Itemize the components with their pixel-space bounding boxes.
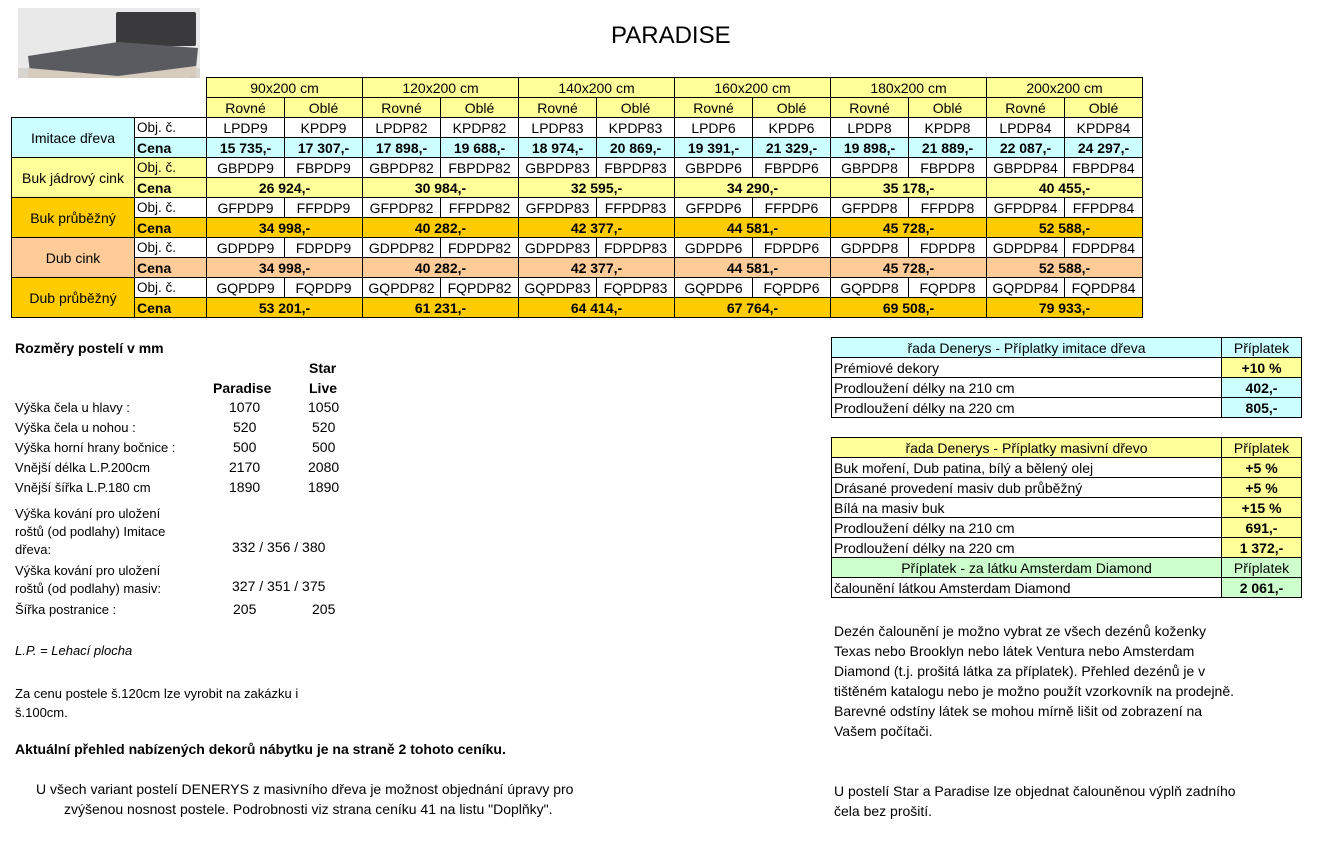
product-code: GQPDP9 [207, 278, 285, 298]
surcharge-imitace-header: řada Denerys - Příplatky imitace dřeva [832, 338, 1222, 358]
cena-label: Cena [135, 258, 207, 278]
price-cell: 15 735,- [207, 138, 285, 158]
surcharge-row-value: 402,- [1222, 378, 1302, 398]
note-120 [15, 684, 298, 722]
shape-rovne-header: Rovné [675, 98, 753, 118]
product-code: FBPDP83 [597, 158, 675, 178]
kovani-masiv-line: Výška kování pro uložení [15, 563, 161, 578]
product-code: GFPDP83 [519, 198, 597, 218]
shape-rovne-header: Rovné [363, 98, 441, 118]
product-code: GBPDP83 [519, 158, 597, 178]
kovani-masiv-value: 327 / 351 / 375 [232, 578, 326, 594]
cena-label: Cena [135, 138, 207, 158]
price-cell: 45 728,- [831, 258, 987, 278]
shape-oble-header: Oblé [909, 98, 987, 118]
surcharge-row-label: Bílá na masiv buk [832, 498, 1222, 518]
product-code: LPDP83 [519, 118, 597, 138]
product-code: GFPDP8 [831, 198, 909, 218]
star-note-line: U postelí Star a Paradise lze objednat čalouněnou výplň zadního [834, 783, 1236, 799]
product-code: FQPDP9 [285, 278, 363, 298]
product-code: GDPDP82 [363, 238, 441, 258]
product-code: FFPDP6 [753, 198, 831, 218]
kovani-imitace-value: 332 / 356 / 380 [232, 539, 326, 555]
product-code: FQPDP84 [1065, 278, 1143, 298]
dimension-label: Výška čela u nohou : [15, 420, 136, 435]
dimension-value-star: 520 [312, 419, 336, 435]
product-code: GDPDP83 [519, 238, 597, 258]
cena-label: Cena [135, 178, 207, 198]
price-cell: 21 889,- [909, 138, 987, 158]
postranice-star: 205 [312, 601, 336, 617]
product-code: GQPDP8 [831, 278, 909, 298]
price-cell: 20 869,- [597, 138, 675, 158]
price-cell: 24 297,- [1065, 138, 1143, 158]
surcharge-imitace-table [831, 337, 1302, 418]
star-note-line: čela bez prošití. [834, 803, 933, 819]
dimension-value-paradise: 1070 [229, 399, 261, 415]
product-code: GFPDP6 [675, 198, 753, 218]
product-code: FQPDP8 [909, 278, 987, 298]
price-cell: 40 455,- [987, 178, 1143, 198]
product-code: GBPDP6 [675, 158, 753, 178]
cena-label: Cena [135, 218, 207, 238]
price-cell: 34 290,- [675, 178, 831, 198]
price-cell: 45 728,- [831, 218, 987, 238]
price-cell: 40 282,- [363, 258, 519, 278]
price-cell: 40 282,- [363, 218, 519, 238]
price-cell: 67 764,- [675, 298, 831, 318]
product-code: FDPDP8 [909, 238, 987, 258]
variant-label: Buk jádrový cink [12, 158, 135, 198]
price-table [11, 77, 1143, 318]
product-code: GQPDP83 [519, 278, 597, 298]
surcharge-masiv-header: řada Denerys - Příplatky masivní dřevo [832, 438, 1222, 458]
product-code: LPDP6 [675, 118, 753, 138]
obj-label: Obj. č. [135, 278, 207, 298]
price-cell: 52 588,- [987, 218, 1143, 238]
fabric-surcharge-col: Příplatek [1222, 558, 1302, 578]
product-code: FQPDP6 [753, 278, 831, 298]
product-code: GFPDP9 [207, 198, 285, 218]
price-cell: 42 377,- [519, 218, 675, 238]
dimension-value-paradise: 520 [233, 419, 257, 435]
dimensions-col-star: Star [309, 360, 337, 376]
product-code: GQPDP82 [363, 278, 441, 298]
kovani-imitace-line: dřeva: [15, 542, 52, 557]
shape-rovne-header: Rovné [987, 98, 1065, 118]
product-code: FFPDP83 [597, 198, 675, 218]
price-cell: 19 898,- [831, 138, 909, 158]
product-code: LPDP84 [987, 118, 1065, 138]
price-cell: 69 508,- [831, 298, 987, 318]
obj-label: Obj. č. [135, 198, 207, 218]
kovani-imitace-line: roštů (od podlahy) Imitace [15, 524, 166, 539]
product-code: KPDP8 [909, 118, 987, 138]
product-code: KPDP82 [441, 118, 519, 138]
product-code: FDPDP9 [285, 238, 363, 258]
surcharge-imitace-col: Příplatek [1222, 338, 1302, 358]
product-code: FBPDP84 [1065, 158, 1143, 178]
size-header: 140x200 cm [519, 78, 675, 98]
product-code: FQPDP82 [441, 278, 519, 298]
fabric-surcharge-header: Příplatek - za látku Amsterdam Diamond [832, 558, 1222, 578]
price-cell: 44 581,- [675, 218, 831, 238]
fabric-row-label: čalounění látkou Amsterdam Diamond [832, 578, 1222, 598]
corner-blank [12, 98, 207, 118]
price-cell: 30 984,- [363, 178, 519, 198]
product-code: FFPDP84 [1065, 198, 1143, 218]
kovani-masiv-line: roštů (od podlahy) masiv: [15, 581, 161, 596]
price-cell: 26 924,- [207, 178, 363, 198]
fabric-row-value: 2 061,- [1222, 578, 1302, 598]
surcharge-row-label: Prodloužení délky na 220 cm [832, 538, 1222, 558]
product-code: FDPDP83 [597, 238, 675, 258]
product-code: FBPDP6 [753, 158, 831, 178]
obj-label: Obj. č. [135, 118, 207, 138]
dimension-label: Vnější délka L.P.200cm [15, 460, 150, 475]
price-cell: 61 231,- [363, 298, 519, 318]
dimension-value-paradise: 2170 [229, 459, 261, 475]
product-code: FDPDP84 [1065, 238, 1143, 258]
note-120-line: Za cenu postele š.120cm lze vyrobit na zakázku i [15, 686, 299, 701]
fabric-note-line: Diamond (t.j. prošitá látka za příplatek). Přehled dezénů je v [834, 663, 1206, 679]
star-note [834, 781, 1236, 821]
dimension-label: Vnější šířka L.P.180 cm [15, 480, 151, 495]
size-header: 90x200 cm [207, 78, 363, 98]
surcharge-row-label: Prodloužení délky na 210 cm [832, 378, 1222, 398]
product-code: FBPDP9 [285, 158, 363, 178]
postranice-paradise: 205 [233, 601, 257, 617]
kovani-imitace-label [15, 505, 165, 559]
surcharge-row-label: Prodloužení délky na 220 cm [832, 398, 1222, 418]
product-code: KPDP9 [285, 118, 363, 138]
price-cell: 32 595,- [519, 178, 675, 198]
fabric-note [834, 621, 1234, 741]
size-header: 200x200 cm [987, 78, 1143, 98]
kovani-masiv-label [15, 562, 161, 598]
product-code: LPDP8 [831, 118, 909, 138]
product-code: GBPDP9 [207, 158, 285, 178]
dimension-label: Výška čela u hlavy : [15, 400, 130, 415]
surcharge-row-value: 1 372,- [1222, 538, 1302, 558]
surcharge-row-value: +5 % [1222, 478, 1302, 498]
surcharge-row-value: 691,- [1222, 518, 1302, 538]
dimension-label: Výška horní hrany bočnice : [15, 440, 176, 455]
product-code: FFPDP9 [285, 198, 363, 218]
dimensions-col-paradise: Paradise [213, 380, 272, 396]
price-cell: 44 581,- [675, 258, 831, 278]
variant-label: Imitace dřeva [12, 118, 135, 158]
page-title: PARADISE [611, 22, 731, 49]
price-cell: 17 898,- [363, 138, 441, 158]
product-code: GDPDP84 [987, 238, 1065, 258]
size-header: 180x200 cm [831, 78, 987, 98]
price-cell: 64 414,- [519, 298, 675, 318]
price-cell: 18 974,- [519, 138, 597, 158]
product-code: FDPDP6 [753, 238, 831, 258]
dimension-value-star: 1890 [308, 479, 340, 495]
fabric-note-line: Vašem počítači. [834, 723, 933, 739]
shape-rovne-header: Rovné [519, 98, 597, 118]
product-code: GQPDP84 [987, 278, 1065, 298]
dimension-value-star: 1050 [308, 399, 340, 415]
dimension-value-star: 500 [312, 439, 336, 455]
variant-label: Dub cink [12, 238, 135, 278]
surcharge-row-value: +10 % [1222, 358, 1302, 378]
price-cell: 19 688,- [441, 138, 519, 158]
product-code: FFPDP8 [909, 198, 987, 218]
shape-oble-header: Oblé [597, 98, 675, 118]
product-code: GBPDP82 [363, 158, 441, 178]
dimension-value-paradise: 500 [233, 439, 257, 455]
surcharge-masiv-col: Příplatek [1222, 438, 1302, 458]
product-code: GFPDP82 [363, 198, 441, 218]
dimensions-heading: Rozměry postelí v mm [15, 340, 164, 356]
variant-label: Dub průběžný [12, 278, 135, 318]
product-code: GDPDP9 [207, 238, 285, 258]
fabric-note-line: Barevné odstíny látek se mohou mírně lišit od zobrazení na [834, 703, 1203, 719]
surcharge-row-label: Prémiové dekory [832, 358, 1222, 378]
shape-rovne-header: Rovné [207, 98, 285, 118]
product-code: GQPDP6 [675, 278, 753, 298]
dimension-value-star: 2080 [308, 459, 340, 475]
price-cell: 79 933,- [987, 298, 1143, 318]
product-code: KPDP83 [597, 118, 675, 138]
price-cell: 17 307,- [285, 138, 363, 158]
product-code: GBPDP84 [987, 158, 1065, 178]
product-code: GBPDP8 [831, 158, 909, 178]
product-code: FBPDP8 [909, 158, 987, 178]
shape-oble-header: Oblé [753, 98, 831, 118]
product-code: GDPDP8 [831, 238, 909, 258]
price-cell: 34 998,- [207, 258, 363, 278]
product-code: FBPDP82 [441, 158, 519, 178]
shape-oble-header: Oblé [285, 98, 363, 118]
product-code: GDPDP6 [675, 238, 753, 258]
shape-oble-header: Oblé [441, 98, 519, 118]
price-cell: 52 588,- [987, 258, 1143, 278]
postranice-label: Šířka postranice : [15, 602, 117, 617]
product-code: FDPDP82 [441, 238, 519, 258]
lp-note: L.P. = Lehací plocha [15, 643, 133, 658]
surcharge-row-label: Buk moření, Dub patina, bílý a bělený olej [832, 458, 1222, 478]
price-cell: 53 201,- [207, 298, 363, 318]
masiv-note-line1: U všech variant postelí DENERYS z masivního dřeva je možnost objednání úpravy pro [36, 781, 574, 797]
obj-label: Obj. č. [135, 158, 207, 178]
kovani-imitace-line: Výška kování pro uložení [15, 506, 161, 521]
corner-blank [12, 78, 207, 98]
shape-rovne-header: Rovné [831, 98, 909, 118]
fabric-note-line: tištěném katalogu nebo je možno použít vzorkovník na prodejně. [834, 683, 1235, 699]
dimensions-col-live: Live [309, 380, 338, 396]
surcharge-masiv-table [831, 437, 1302, 598]
obj-label: Obj. č. [135, 238, 207, 258]
price-cell: 42 377,- [519, 258, 675, 278]
dimension-value-paradise: 1890 [229, 479, 261, 495]
surcharge-row-value: 805,- [1222, 398, 1302, 418]
product-code: LPDP9 [207, 118, 285, 138]
dekor-note: Aktuální přehled nabízených dekorů nábytku je na straně 2 tohoto ceníku. [15, 741, 506, 757]
size-header: 160x200 cm [675, 78, 831, 98]
note-120-line: š.100cm. [15, 705, 68, 720]
shape-oble-header: Oblé [1065, 98, 1143, 118]
size-header: 120x200 cm [363, 78, 519, 98]
cena-label: Cena [135, 298, 207, 318]
surcharge-row-value: +5 % [1222, 458, 1302, 478]
variant-label: Buk průběžný [12, 198, 135, 238]
fabric-note-line: Texas nebo Brooklyn nebo látek Ventura nebo Amsterdam [834, 643, 1195, 659]
price-cell: 35 178,- [831, 178, 987, 198]
product-code: FQPDP83 [597, 278, 675, 298]
product-code: FFPDP82 [441, 198, 519, 218]
price-cell: 22 087,- [987, 138, 1065, 158]
product-code: KPDP6 [753, 118, 831, 138]
surcharge-row-label: Prodloužení délky na 210 cm [832, 518, 1222, 538]
masiv-note-line2: zvýšenou nosnost postele. Podrobnosti viz strana ceníku 41 na listu "Doplňky". [64, 801, 553, 817]
surcharge-row-label: Drásané provedení masiv dub průběžný [832, 478, 1222, 498]
product-code: KPDP84 [1065, 118, 1143, 138]
price-cell: 34 998,- [207, 218, 363, 238]
surcharge-row-value: +15 % [1222, 498, 1302, 518]
product-code: GFPDP84 [987, 198, 1065, 218]
fabric-note-line: Dezén čalounění je možno vybrat ze všech dezénů koženky [834, 623, 1206, 639]
product-code: LPDP82 [363, 118, 441, 138]
price-cell: 21 329,- [753, 138, 831, 158]
price-cell: 19 391,- [675, 138, 753, 158]
